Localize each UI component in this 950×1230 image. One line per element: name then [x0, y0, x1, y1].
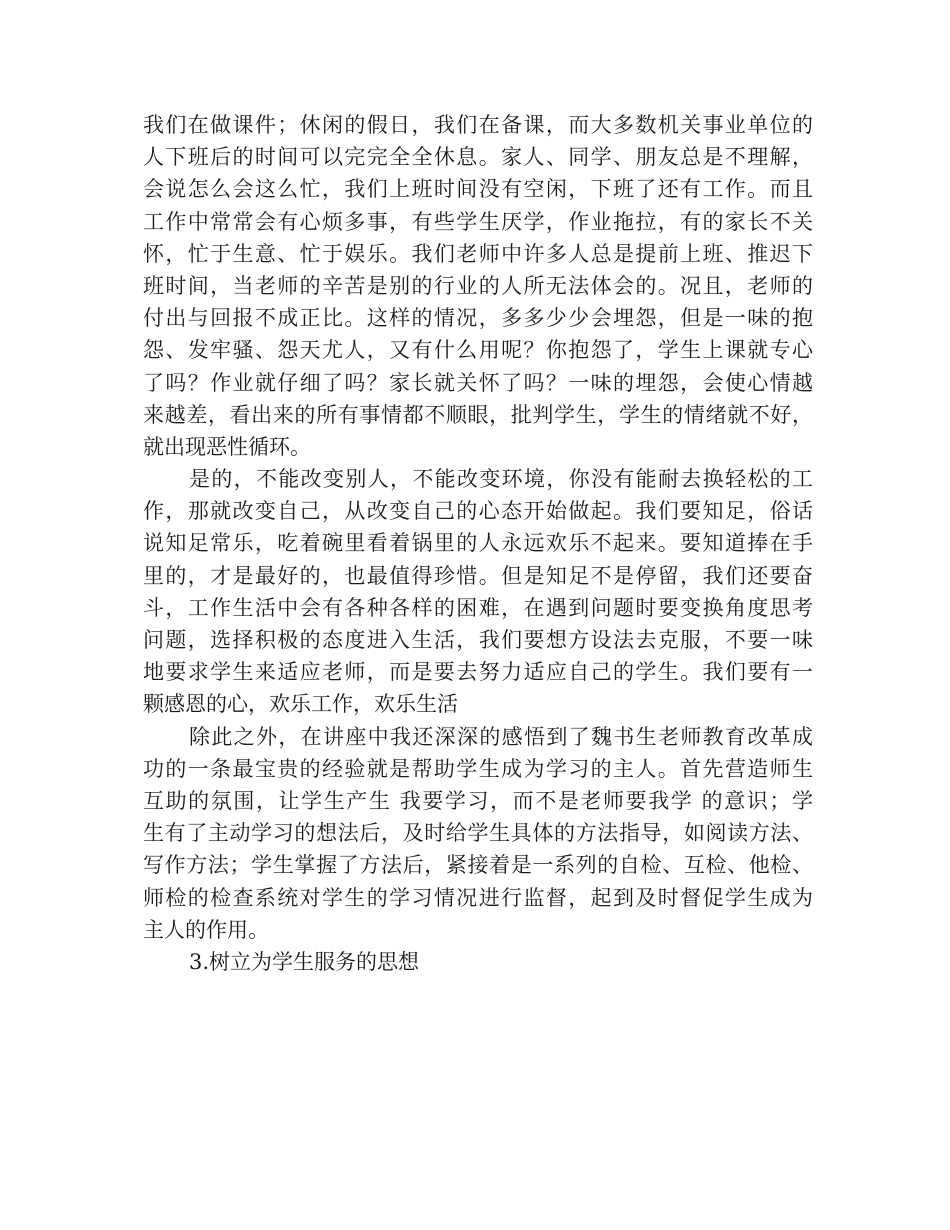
text-line: 斗，工作生活中会有各种各样的困难，在遇到问题时要变换角度思考	[143, 595, 813, 620]
text-line: 生有了主动学习的想法后，及时给学生具体的方法指导，如阅读方法、	[143, 821, 813, 846]
text-line: 怀，忙于生意、忙于娱乐。我们老师中许多人总是提前上班、推迟下	[143, 241, 813, 266]
text-line: 就出现恶性循环。	[143, 434, 311, 459]
text-line: 付出与回报不成正比。这样的情况，多多少少会埋怨，但是一味的抱	[143, 306, 813, 331]
text-line: 说知足常乐，吃着碗里看着锅里的人永远欢乐不起来。要知道捧在手	[143, 531, 813, 556]
text-line: 班时间，当老师的辛苦是别的行业的人所无法体会的。况且，老师的	[143, 273, 813, 298]
section-heading	[143, 946, 813, 978]
text-line: 工作中常常会有心烦多事，有些学生厌学，作业拖拉，有的家长不关	[143, 209, 813, 234]
text-line: 怨、发牢骚、怨天尤人，又有什么用呢？你抱怨了，学生上课就专心	[143, 338, 813, 363]
text-line: 来越差，看出来的所有事情都不顺眼，批判学生，学生的情绪就不好，	[143, 402, 813, 427]
text-line: 颗感恩的心，欢乐工作，欢乐生活	[143, 692, 458, 717]
text-line: 除此之外，在讲座中我还深深的感悟到了魏书生老师教育改革成	[189, 724, 813, 749]
text-line: 互助的氛围，让学生产生 我要学习，而不是老师要我学 的意识；学	[143, 788, 813, 813]
section-heading-text: 3.树立为学生服务的思想	[189, 949, 420, 974]
text-line: 会说怎么会这么忙，我们上班时间没有空闲，下班了还有工作。而且	[143, 177, 813, 202]
text-line: 功的一条最宝贵的经验就是帮助学生成为学习的主人。首先营造师生	[143, 756, 813, 781]
text-line: 作，那就改变自己，从改变自己的心态开始做起。我们要知足，俗话	[143, 499, 813, 524]
text-line: 了吗？作业就仔细了吗？家长就关怀了吗？一味的埋怨，会使心情越	[143, 370, 813, 395]
paragraph-2	[143, 463, 813, 721]
text-line: 是的，不能改变别人，不能改变环境，你没有能耐去换轻松的工	[189, 467, 813, 492]
text-line: 里的，才是最好的，也最值得珍惜。但是知足不是停留，我们还要奋	[143, 563, 813, 588]
text-line: 主人的作用。	[143, 917, 269, 942]
text-line: 我们在做课件；休闲的假日，我们在备课，而大多数机关事业单位的	[143, 113, 813, 137]
text-line: 写作方法；学生掌握了方法后，紧接着是一系列的自检、互检、他检、	[143, 853, 813, 878]
text-line: 地要求学生来适应老师，而是要去努力适应自己的学生。我们要有一	[143, 660, 813, 685]
text-line: 师检的检查系统对学生的学习情况进行监督，起到及时督促学生成为	[143, 885, 813, 910]
text-line: 问题，选择积极的态度进入生活，我们要想方设法去克服，不要一味	[143, 628, 813, 652]
text-line: 人下班后的时间可以完完全全休息。家人、同学、朋友总是不理解，	[143, 145, 813, 170]
document-body	[143, 109, 813, 978]
paragraph-3	[143, 721, 813, 946]
paragraph-1	[143, 109, 813, 463]
